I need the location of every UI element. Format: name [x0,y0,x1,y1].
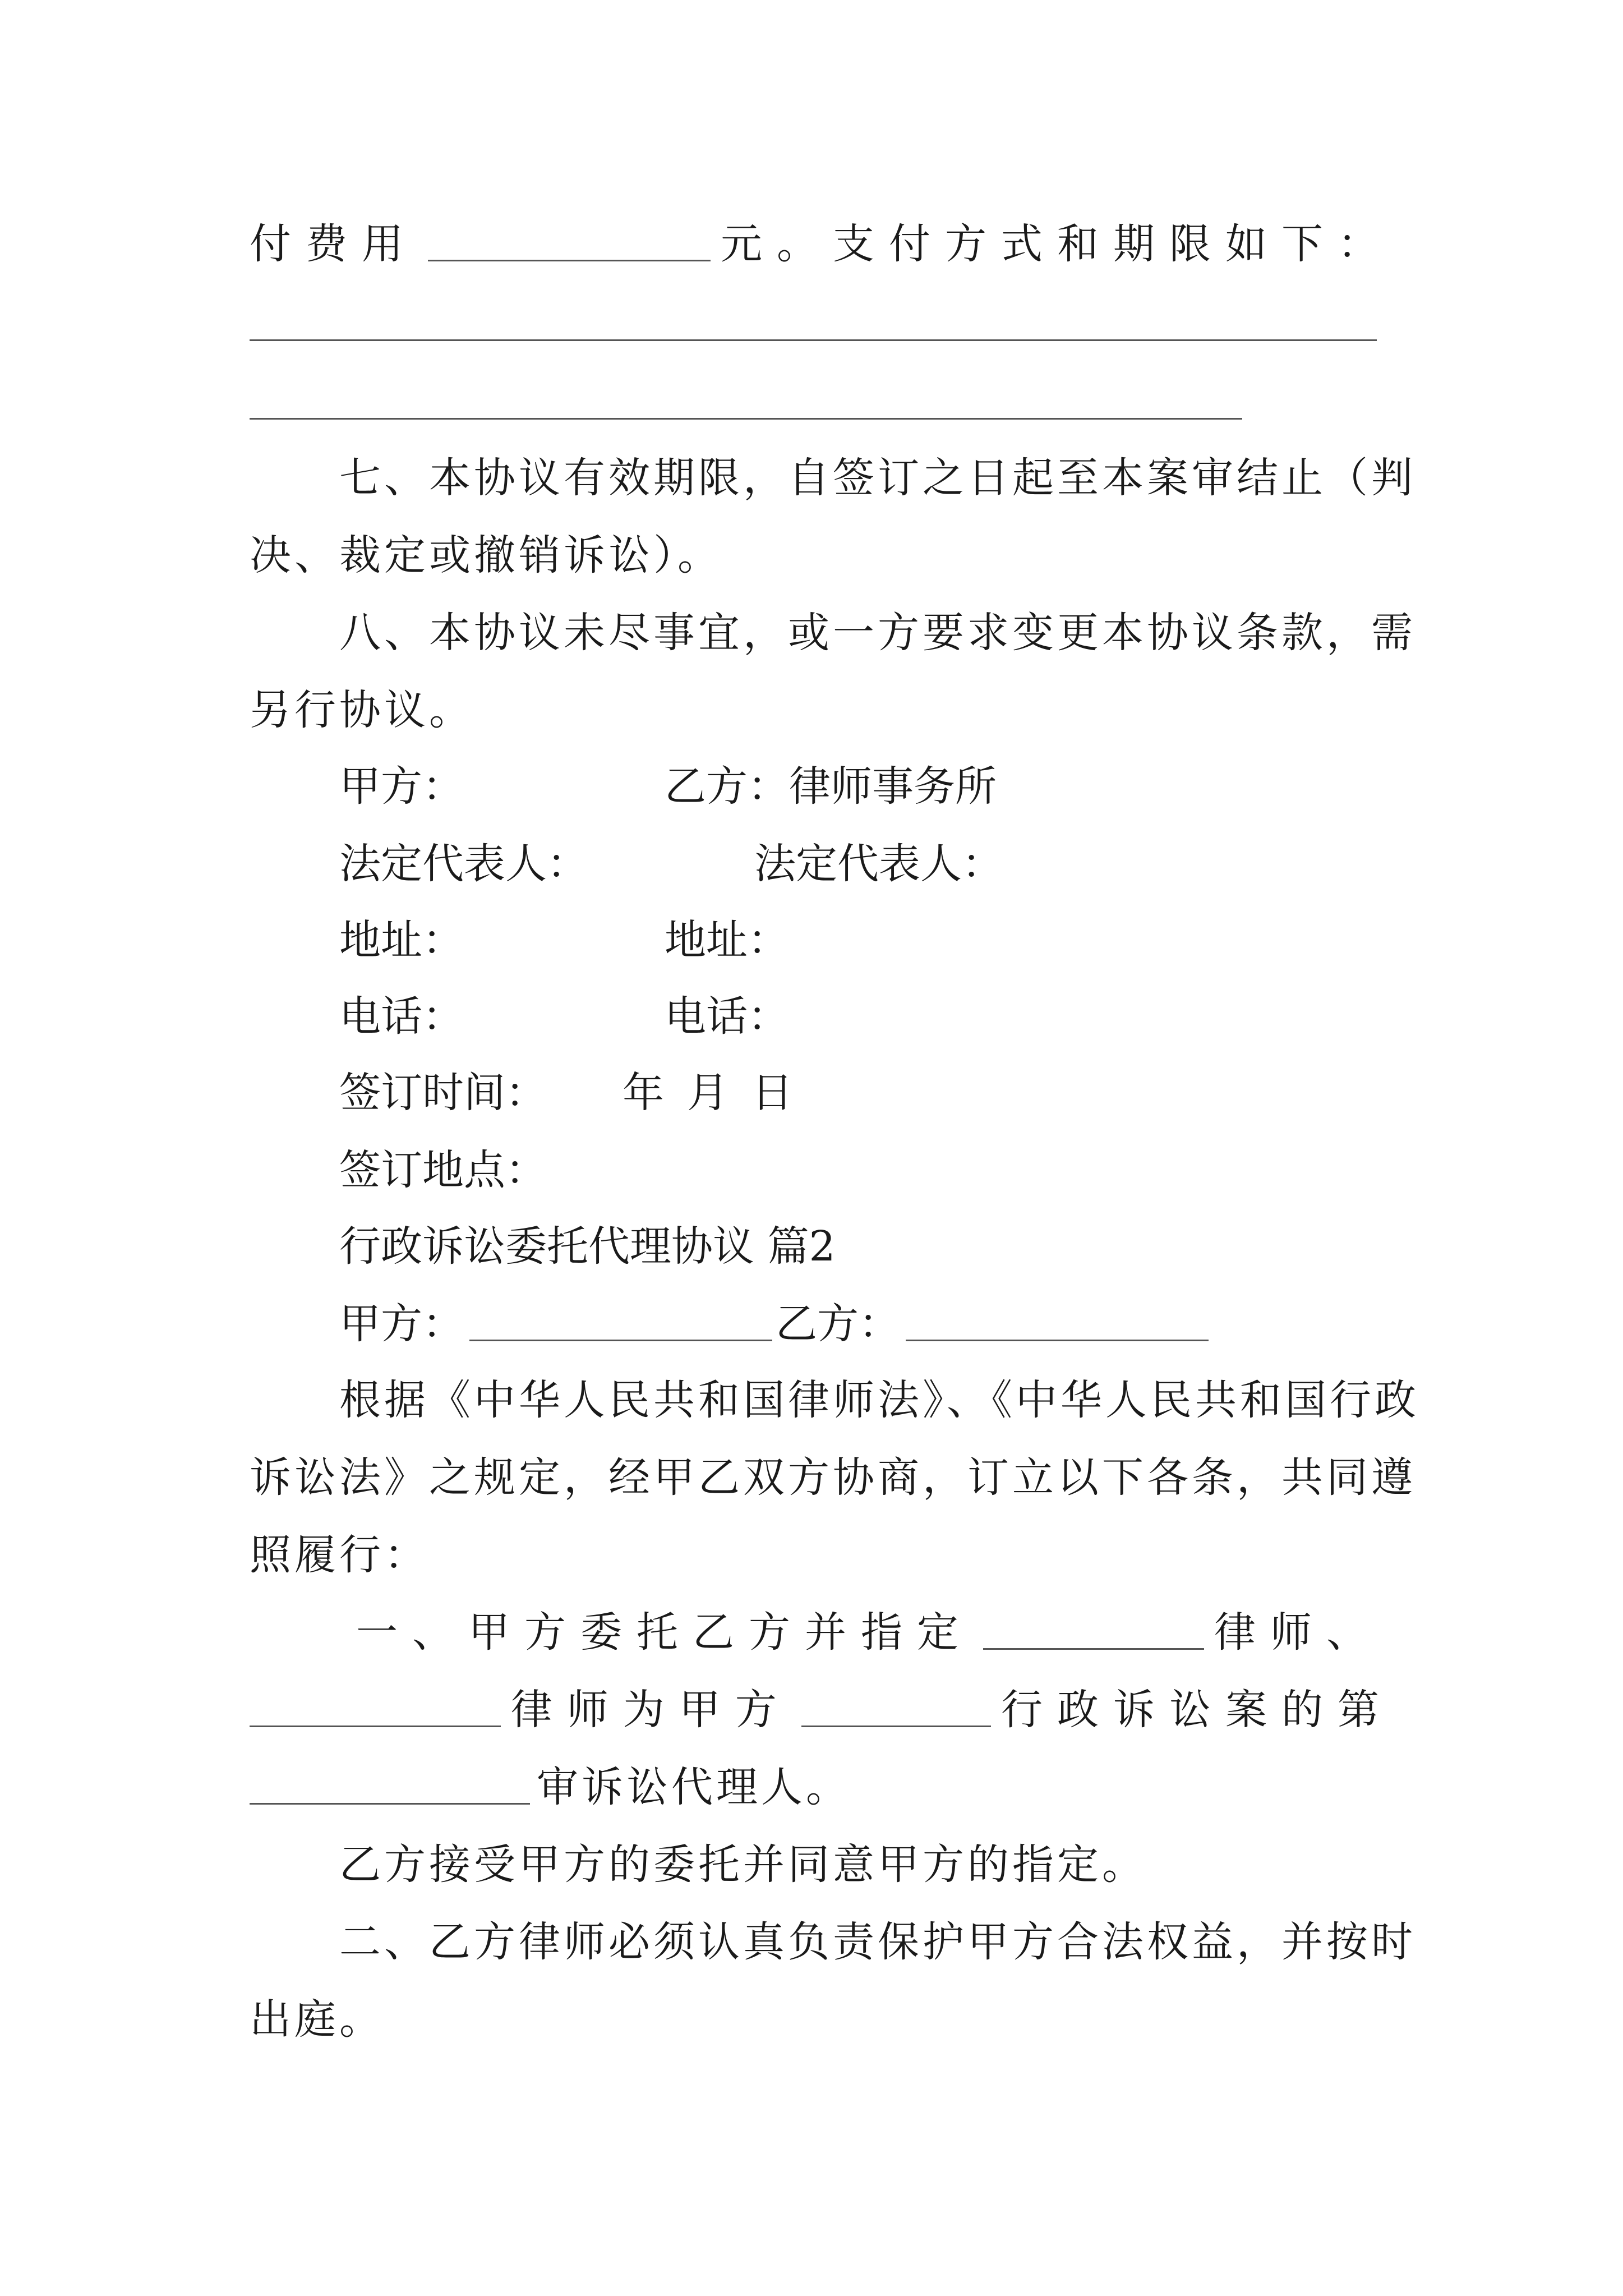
p2-clause1-line2 [250,1679,1394,1741]
p2-c1-text-d: 行政诉讼案的第 [1001,1686,1394,1734]
p2-c1-text-c: 律师为甲方 [510,1686,791,1734]
signature-date-row [339,1062,1394,1124]
payment-text-a: 付费用 [250,220,418,268]
acceptance-line: 乙方接受甲方的委托并同意甲方的指定。 [339,1841,1147,1889]
case-name-blank [801,1693,991,1727]
part2-party-a: 甲方： [339,1300,464,1348]
p2-clause1-line1 [356,1602,1382,1663]
p2-c1-text-a: 一、甲方委托乙方并指定 [356,1608,973,1657]
signature-party-row [339,756,1394,817]
p2-clause2-line2: 出庭。 [250,1995,384,2044]
sig-time-label: 签订时间： [339,1069,547,1117]
trial-instance-blank [250,1770,530,1805]
signature-phone-row [339,986,1394,1047]
party-a-name-blank [469,1307,772,1341]
party-b-name-blank [906,1307,1209,1341]
sig-party-a: 甲方： [339,762,464,811]
part2-party-row [339,1293,1394,1355]
part2-heading: 行政诉讼委托代理协议 篇2 [339,1222,836,1271]
sig-rep-a: 法定代表人： [339,840,588,888]
sig-tel-a: 电话： [339,992,464,1041]
sig-addr-b: 地址： [665,916,789,964]
payment-line [250,213,1394,275]
part2-party-b: 乙方： [776,1300,900,1348]
clause8-line2: 另行协议。 [250,686,474,734]
payment-text-b: 元。支付方式和期限如下： [721,220,1394,268]
clause7-line2: 决、裁定或撤销诉讼）。 [250,531,722,579]
payment-method-blank-2 [250,418,1242,420]
p2-c1-text-b: 律师、 [1214,1608,1382,1657]
payment-method-blank-1 [250,339,1377,341]
sig-rep-b: 法定代表人： [754,840,1003,888]
sig-tel-b: 电话： [665,992,789,1041]
lawyer-2-blank [250,1693,501,1727]
sig-day: 日 [751,1069,793,1117]
p2-clause1-line3 [250,1756,1394,1818]
sig-addr-a: 地址： [339,916,464,964]
sig-place-label: 签订地点： [339,1146,547,1194]
fee-amount-blank [428,227,711,261]
sig-year: 年 [623,1069,664,1117]
intro-line1: 根据《中华人民共和国律师法》、《中华人民共和国行政 [339,1376,1419,1424]
clause7-line1: 七、本协议有效期限，自签订之日起至本案审结止（判 [339,454,1416,502]
p2-clause2-line1: 二、乙方律师必须认真负责保护甲方合法权益，并按时 [339,1918,1416,1966]
signature-address-row [339,909,1394,971]
signature-rep-row [339,833,1394,895]
signature-place-row [339,1139,1394,1201]
sig-month: 月 [687,1069,728,1117]
clause8-line1: 八、本协议未尽事宜，或一方要求变更本协议条款，需 [339,609,1416,657]
sig-party-b: 乙方：律师事务所 [665,762,997,811]
intro-line3: 照履行： [250,1531,429,1579]
p2-c1-text-e: 审诉讼代理人。 [537,1763,851,1811]
intro-line2: 诉讼法》之规定，经甲乙双方协商，订立以下各条，共同遵 [250,1453,1416,1502]
lawyer-1-blank [983,1616,1204,1650]
